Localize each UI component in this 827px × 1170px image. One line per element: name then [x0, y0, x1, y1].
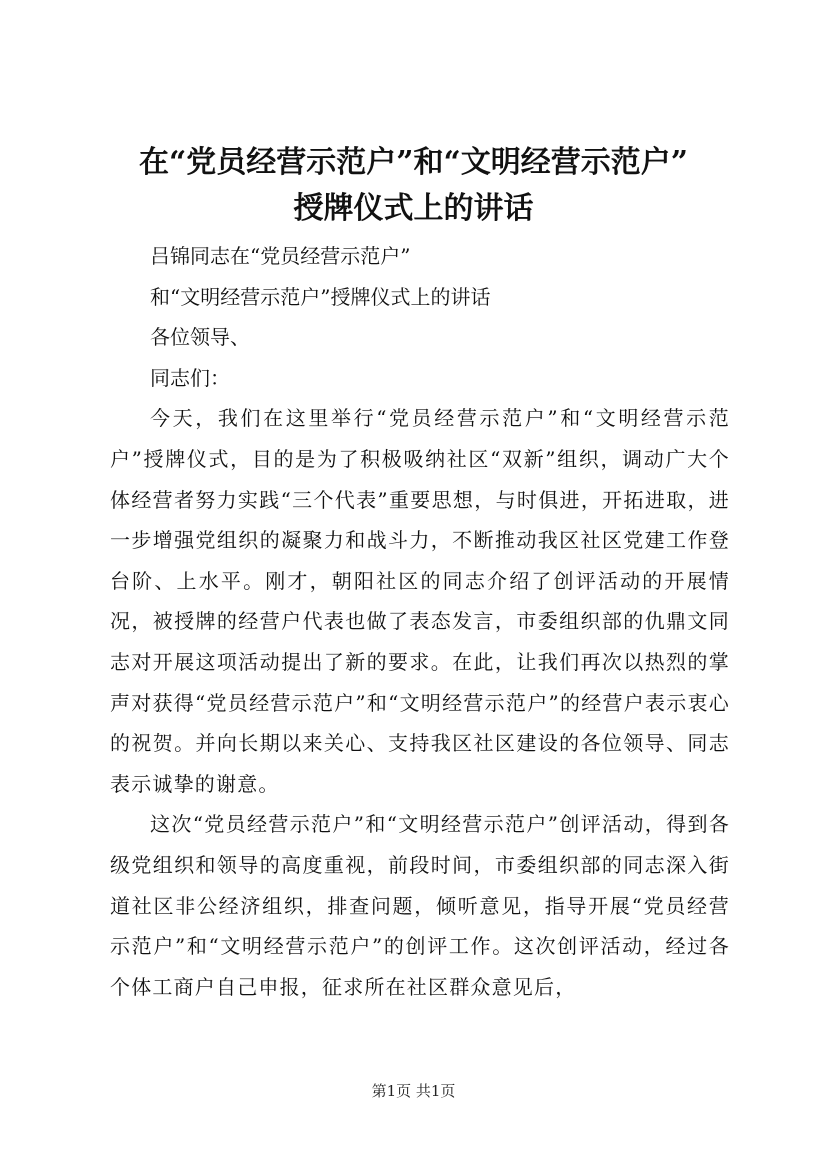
title-line-2: 授牌仪式上的讲话 [293, 191, 534, 226]
page-footer: 第1页 共1页 [371, 1082, 456, 1100]
title-line-1: 在“党员经营示范户”和“文明经营示范户” [138, 145, 689, 180]
subtitle-line-2: 和“文明经营示范户”授牌仪式上的讲话 [150, 284, 491, 309]
salutation-line-1: 各位领导、 [150, 325, 250, 350]
salutation-line-2: 同志们： [150, 365, 230, 390]
document-body [110, 236, 730, 1007]
document-title [90, 140, 737, 232]
subtitle-line-1: 吕锦同志在“党员经营示范户” [150, 244, 411, 268]
paragraph-1: 今天，我们在这里举行“党员经营示范户”和“文明经营示范户”授牌仪式，目的是为了积极吸纳社区“双新”组织，调动广大个体经营者努力实践“三个代表”重要思想，与时俱进，开拓进取，进一步增强党组织的凝聚力和战斗力，不断推动我区社区党建工作登台阶、上水平。刚才，朝阳社区的同志介绍了创评活动的开展情况，被授牌的经营户代表也做了表态发言，市委组织部的仇鼎文同志对开展这项活动提出了新的要求。在此，让我们再次以热烈的掌声对获得“党员经营示范户”和“文明经营示范户”的经营户表示衷心的祝贺。并向长期以来关心、支持我区社区建设的各位领导、同志表示诚挚的谢意。 [110, 406, 730, 796]
paragraph-2: 这次“党员经营示范户”和“文明经营示范户”创评活动，得到各级党组织和领导的高度重视，前段时间，市委组织部的同志深入街道社区非公经济组织，排查问题，倾听意见，指导开展“党员经营示范户”和“文明经营示范户”的创评工作。这次创评活动，经过各个体工商户自己申报，征求所在社区群众意见后， [110, 812, 730, 999]
